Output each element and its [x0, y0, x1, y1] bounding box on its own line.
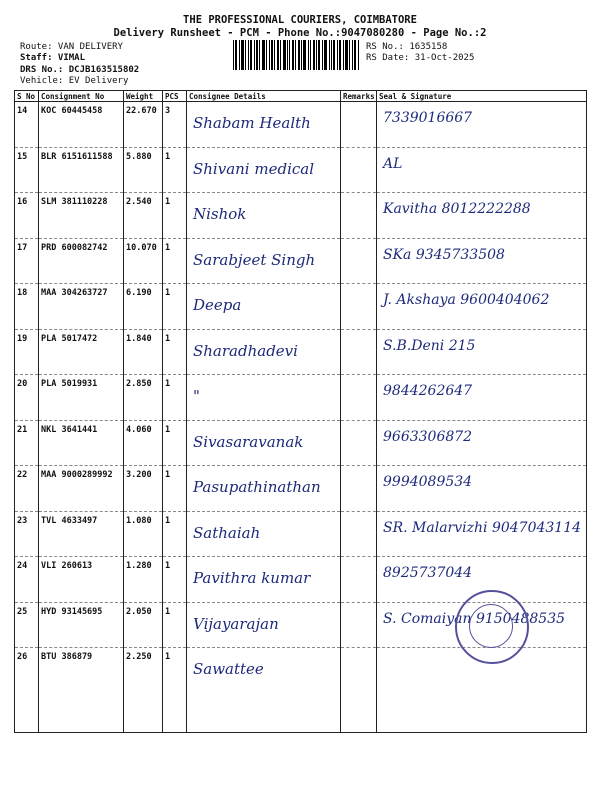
sno-cell: 15	[15, 147, 39, 193]
consignment-cell: PRD 600082742	[39, 238, 124, 284]
sno-cell: 18	[15, 284, 39, 330]
pcs-cell: 1	[163, 648, 187, 733]
table-row	[15, 102, 587, 148]
pcs-cell: 3	[163, 102, 187, 148]
col-seal: Seal & Signature	[377, 91, 587, 102]
seal-cell	[377, 147, 587, 193]
staff-label: Staff: VIMAL	[20, 53, 86, 63]
remarks-cell	[341, 602, 377, 648]
table-row	[15, 329, 587, 375]
remarks-cell	[341, 193, 377, 239]
consignee-cell	[187, 557, 341, 603]
signature-handwriting: SKa 9345733508	[383, 246, 505, 263]
remarks-cell	[341, 329, 377, 375]
pcs-cell: 1	[163, 147, 187, 193]
weight-cell: 10.070	[124, 238, 163, 284]
seal-cell	[377, 102, 587, 148]
consignee-cell	[187, 648, 341, 733]
sno-cell: 20	[15, 375, 39, 421]
signature-handwriting: Kavitha 8012222288	[383, 201, 531, 217]
consignment-cell: PLA 5017472	[39, 329, 124, 375]
signature-handwriting: 9994089534	[383, 474, 473, 490]
consignment-cell: BLR 6151611588	[39, 147, 124, 193]
col-consignee: Consignee Details	[187, 91, 341, 102]
table-row	[15, 420, 587, 466]
barcode-icon	[233, 40, 361, 70]
drs-label: DRS No.: DCJB163515802	[20, 65, 140, 75]
sno-cell: 25	[15, 602, 39, 648]
sno-cell: 19	[15, 329, 39, 375]
seal-cell	[377, 329, 587, 375]
signature-handwriting: SR. Malarvizhi 9047043114	[383, 519, 582, 536]
weight-cell: 6.190	[124, 284, 163, 330]
consignee-cell	[187, 102, 341, 148]
route-label: Route: VAN DELIVERY	[20, 42, 123, 52]
pcs-cell: 1	[163, 420, 187, 466]
signature-handwriting: 7339016667	[383, 110, 473, 126]
consignee-cell	[187, 375, 341, 421]
signature-handwriting: J. Akshaya 9600404062	[383, 292, 550, 308]
pcs-cell: 1	[163, 511, 187, 557]
consignment-cell: KOC 60445458	[39, 102, 124, 148]
consignee-handwriting: Pavithra kumar	[193, 569, 311, 587]
sno-cell: 16	[15, 193, 39, 239]
seal-cell	[377, 511, 587, 557]
pcs-cell: 1	[163, 284, 187, 330]
remarks-cell	[341, 466, 377, 512]
remarks-cell	[341, 284, 377, 330]
weight-cell: 2.850	[124, 375, 163, 421]
signature-handwriting: 9663306872	[383, 428, 473, 445]
seal-cell	[377, 466, 587, 512]
consignment-cell: MAA 304263727	[39, 284, 124, 330]
sno-cell: 24	[15, 557, 39, 603]
sno-cell: 17	[15, 238, 39, 284]
signature-handwriting: 8925737044	[383, 565, 473, 581]
signature-handwriting: AL	[383, 155, 403, 172]
col-remarks: Remarks	[341, 91, 377, 102]
sno-cell: 26	[15, 648, 39, 733]
col-weight: Weight	[124, 91, 163, 102]
consignment-cell: MAA 9000289992	[39, 466, 124, 512]
remarks-cell	[341, 102, 377, 148]
seal-cell	[377, 375, 587, 421]
consignment-cell: NKL 3641441	[39, 420, 124, 466]
consignee-handwriting: Sarabjeet Singh	[193, 250, 316, 269]
consignee-cell	[187, 147, 341, 193]
table-header-row	[15, 91, 587, 102]
seal-cell	[377, 420, 587, 466]
weight-cell: 2.050	[124, 602, 163, 648]
consignment-cell: VLI 260613	[39, 557, 124, 603]
consignee-handwriting: Sawattee	[193, 660, 264, 678]
remarks-cell	[341, 375, 377, 421]
consignee-handwriting: Sathaiah	[193, 523, 261, 542]
remarks-cell	[341, 511, 377, 557]
table-row	[15, 238, 587, 284]
table-row	[15, 466, 587, 512]
remarks-cell	[341, 648, 377, 733]
seal-stamp-icon	[455, 590, 529, 664]
consignment-cell: TVL 4633497	[39, 511, 124, 557]
table-row	[15, 375, 587, 421]
pcs-cell: 1	[163, 238, 187, 284]
seal-cell	[377, 238, 587, 284]
consignment-cell: BTU 386879	[39, 648, 124, 733]
company-title: THE PROFESSIONAL COURIERS, COIMBATORE	[183, 14, 417, 26]
consignee-cell	[187, 238, 341, 284]
consignee-cell	[187, 193, 341, 239]
consignee-handwriting: Sivasaravanak	[193, 432, 304, 451]
consignment-cell: PLA 5019931	[39, 375, 124, 421]
pcs-cell: 1	[163, 466, 187, 512]
consignee-cell	[187, 602, 341, 648]
consignee-cell	[187, 420, 341, 466]
consignee-handwriting: Nishok	[193, 205, 247, 223]
signature-handwriting: S.B.Deni 215	[383, 337, 476, 354]
vehicle-label: Vehicle: EV Delivery	[20, 76, 129, 86]
remarks-cell	[341, 420, 377, 466]
remarks-cell	[341, 557, 377, 603]
weight-cell: 1.840	[124, 329, 163, 375]
sno-cell: 23	[15, 511, 39, 557]
consignee-handwriting: Shivani medical	[193, 159, 315, 178]
weight-cell: 3.200	[124, 466, 163, 512]
weight-cell: 2.250	[124, 648, 163, 733]
signature-handwriting: 9844262647	[383, 383, 473, 399]
rs-date: RS Date: 31-Oct-2025	[366, 53, 475, 63]
table-row	[15, 193, 587, 239]
pcs-cell: 1	[163, 375, 187, 421]
pcs-cell: 1	[163, 602, 187, 648]
weight-cell: 1.280	[124, 557, 163, 603]
sno-cell: 22	[15, 466, 39, 512]
remarks-cell	[341, 238, 377, 284]
weight-cell: 4.060	[124, 420, 163, 466]
weight-cell: 1.080	[124, 511, 163, 557]
consignee-handwriting: Vijayarajan	[193, 614, 279, 633]
consignee-cell	[187, 284, 341, 330]
consignee-handwriting: Shabam Health	[193, 114, 311, 132]
consignment-cell: SLM 381110228	[39, 193, 124, 239]
weight-cell: 22.670	[124, 102, 163, 148]
consignee-handwriting: "	[193, 387, 200, 405]
pcs-cell: 1	[163, 329, 187, 375]
table-row	[15, 284, 587, 330]
col-sno: S No	[15, 91, 39, 102]
consignment-cell: HYD 93145695	[39, 602, 124, 648]
seal-cell	[377, 193, 587, 239]
consignee-cell	[187, 329, 341, 375]
consignee-handwriting: Pasupathinathan	[193, 478, 321, 496]
consignee-cell	[187, 511, 341, 557]
consignee-handwriting: Sharadhadevi	[193, 341, 298, 360]
remarks-cell	[341, 147, 377, 193]
rs-number: RS No.: 1635158	[366, 42, 448, 52]
sno-cell: 21	[15, 420, 39, 466]
runsheet-subtitle: Delivery Runsheet - PCM - Phone No.:9047080280 - Page No.:2	[113, 27, 487, 39]
weight-cell: 2.540	[124, 193, 163, 239]
col-consignment: Consignment No	[39, 91, 124, 102]
sno-cell: 14	[15, 102, 39, 148]
table-row	[15, 511, 587, 557]
pcs-cell: 1	[163, 193, 187, 239]
table-row	[15, 147, 587, 193]
pcs-cell: 1	[163, 557, 187, 603]
weight-cell: 5.880	[124, 147, 163, 193]
seal-cell	[377, 284, 587, 330]
col-pcs: PCS	[163, 91, 187, 102]
consignee-cell	[187, 466, 341, 512]
consignee-handwriting: Deepa	[193, 296, 242, 314]
signature-handwriting: S. Comaiyan 9150488535	[383, 610, 566, 627]
